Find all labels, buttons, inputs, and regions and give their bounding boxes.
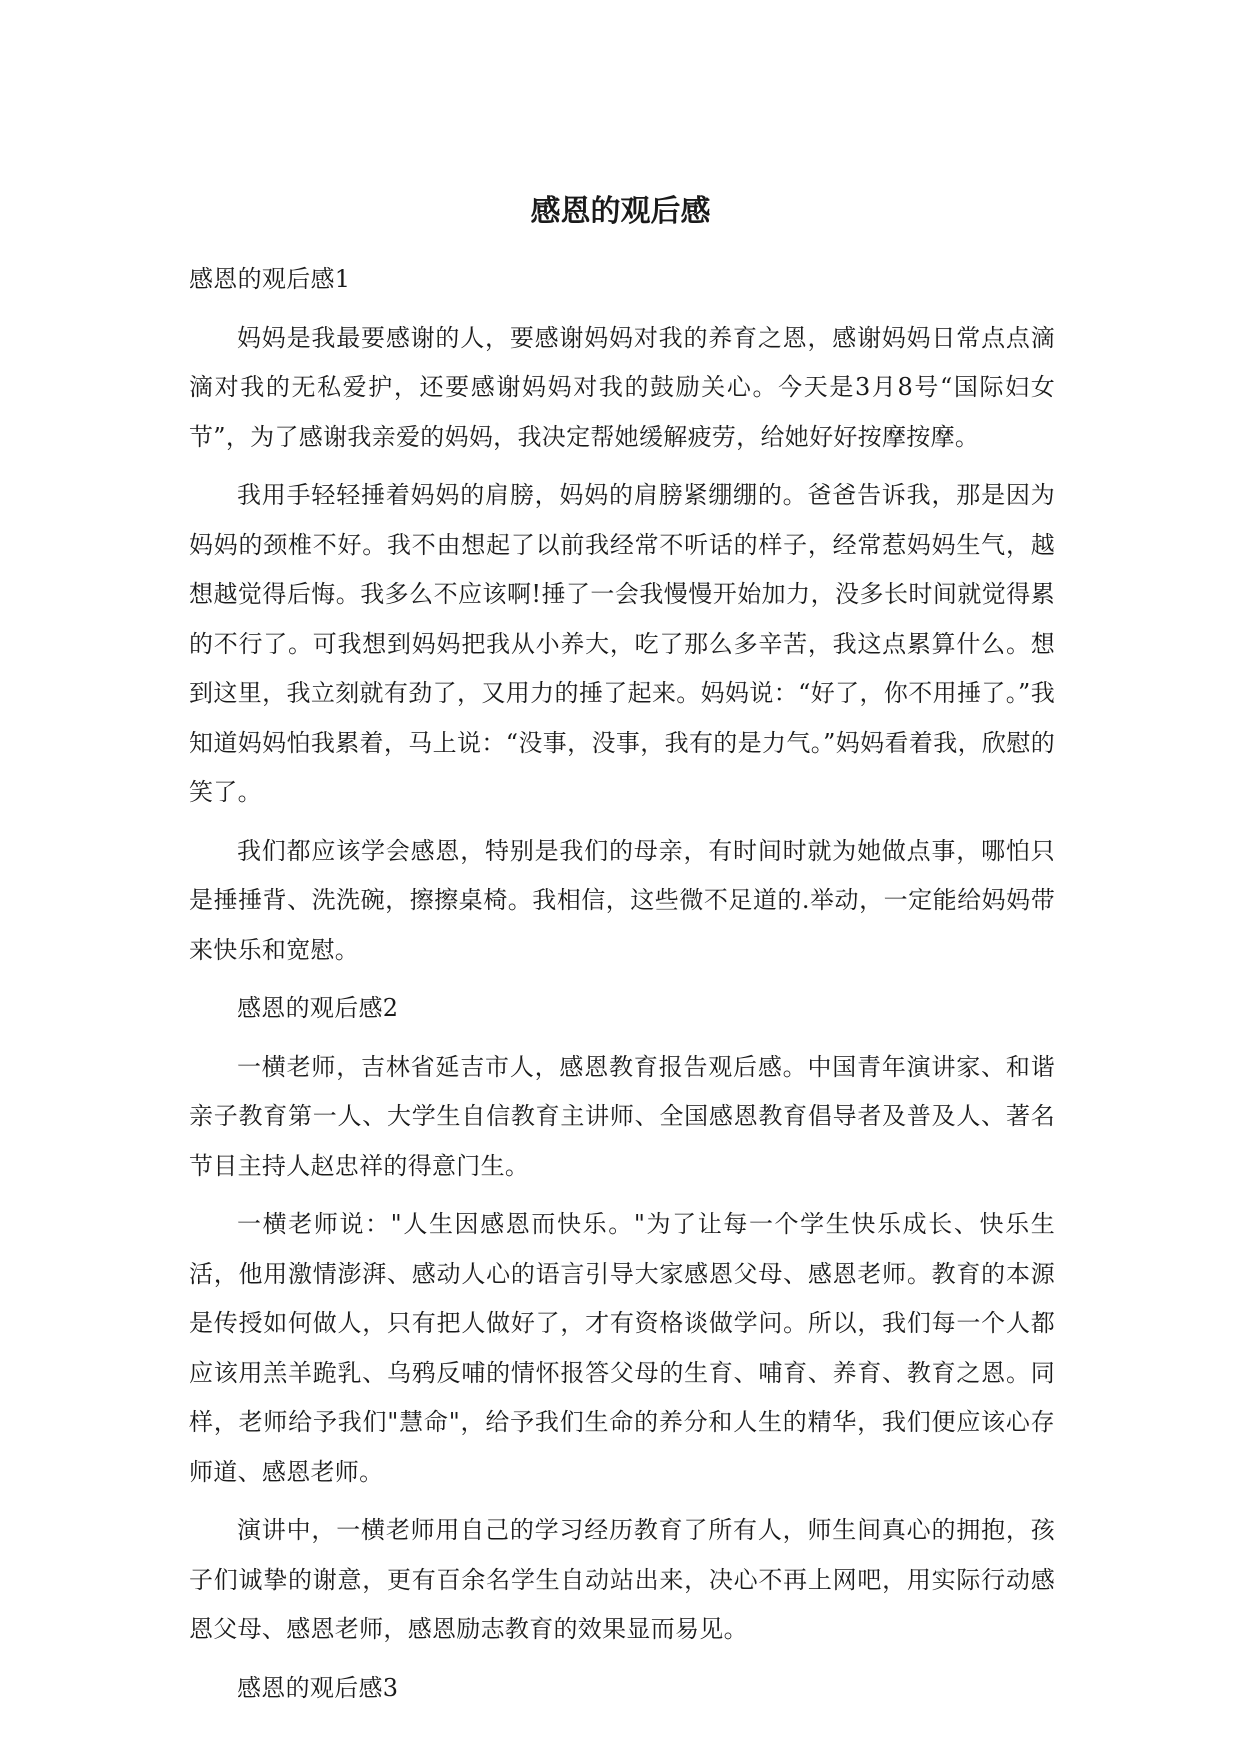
section-heading: 感恩的观后感2 — [237, 994, 399, 1022]
section-heading: 感恩的观后感1 — [189, 265, 351, 293]
paragraph: 我用手轻轻捶着妈妈的肩膀，妈妈的肩膀紧绷绷的。爸爸告诉我，那是因为妈妈的颈椎不好。我不由想起了以前我经常不听话的样子，经常惹妈妈生气，越想越觉得后悔。我多么不应该啊!捶了一会我慢慢开始加力，没多长时间就觉得累的不行了。可我想到妈妈把我从小养大，吃了那么多辛苦，我这点累算什么。想到这里，我立刻就有劲了，又用力的捶了起来。妈妈说：“好了，你不用捶了。”我知道妈妈怕我累着，马上说：“没事，没事，我有的是力气。”妈妈看着我，欣慰的笑了。 — [189, 481, 1055, 806]
document-body — [189, 255, 1055, 1722]
section-heading: 感恩的观后感3 — [237, 1673, 399, 1702]
paragraph: 妈妈是我最要感谢的人，要感谢妈妈对我的养育之恩，感谢妈妈日常点点滴滴对我的无私爱护，还要感谢妈妈对我的鼓励关心。今天是3月8号“国际妇女节”，为了感谢我亲爱的妈妈，我决定帮她缓解疲劳，给她好好按摩按摩。 — [189, 323, 1055, 451]
paragraph: 我们都应该学会感恩，特别是我们的母亲，有时间时就为她做点事，哪怕只是捶捶背、洗洗碗，擦擦桌椅。我相信，这些微不足道的.举动，一定能给妈妈带来快乐和宽慰。 — [189, 836, 1055, 964]
paragraph: 一横老师，吉林省延吉市人，感恩教育报告观后感。中国青年演讲家、和谐亲子教育第一人、大学生自信教育主讲师、全国感恩教育倡导者及普及人、著名节目主持人赵忠祥的得意门生。 — [189, 1052, 1055, 1180]
paragraph: 演讲中，一横老师用自己的学习经历教育了所有人，师生间真心的拥抱，孩子们诚挚的谢意，更有百余名学生自动站出来，决心不再上网吧，用实际行动感恩父母、感恩老师，感恩励志教育的效果显而易见。 — [189, 1516, 1055, 1643]
document-title: 感恩的观后感 — [530, 194, 711, 229]
paragraph: 一横老师说："人生因感恩而快乐。"为了让每一个学生快乐成长、快乐生活，他用激情澎湃、感动人心的语言引导大家感恩父母、感恩老师。教育的本源是传授如何做人，只有把人做好了，才有资格谈做学问。所以，我们每一个人都应该用羔羊跪乳、乌鸦反哺的情怀报答父母的生育、哺育、养育、教育之恩。同样，老师给予我们"慧命"，给予我们生命的养分和人生的精华，我们便应该心存师道、感恩老师。 — [189, 1210, 1055, 1486]
